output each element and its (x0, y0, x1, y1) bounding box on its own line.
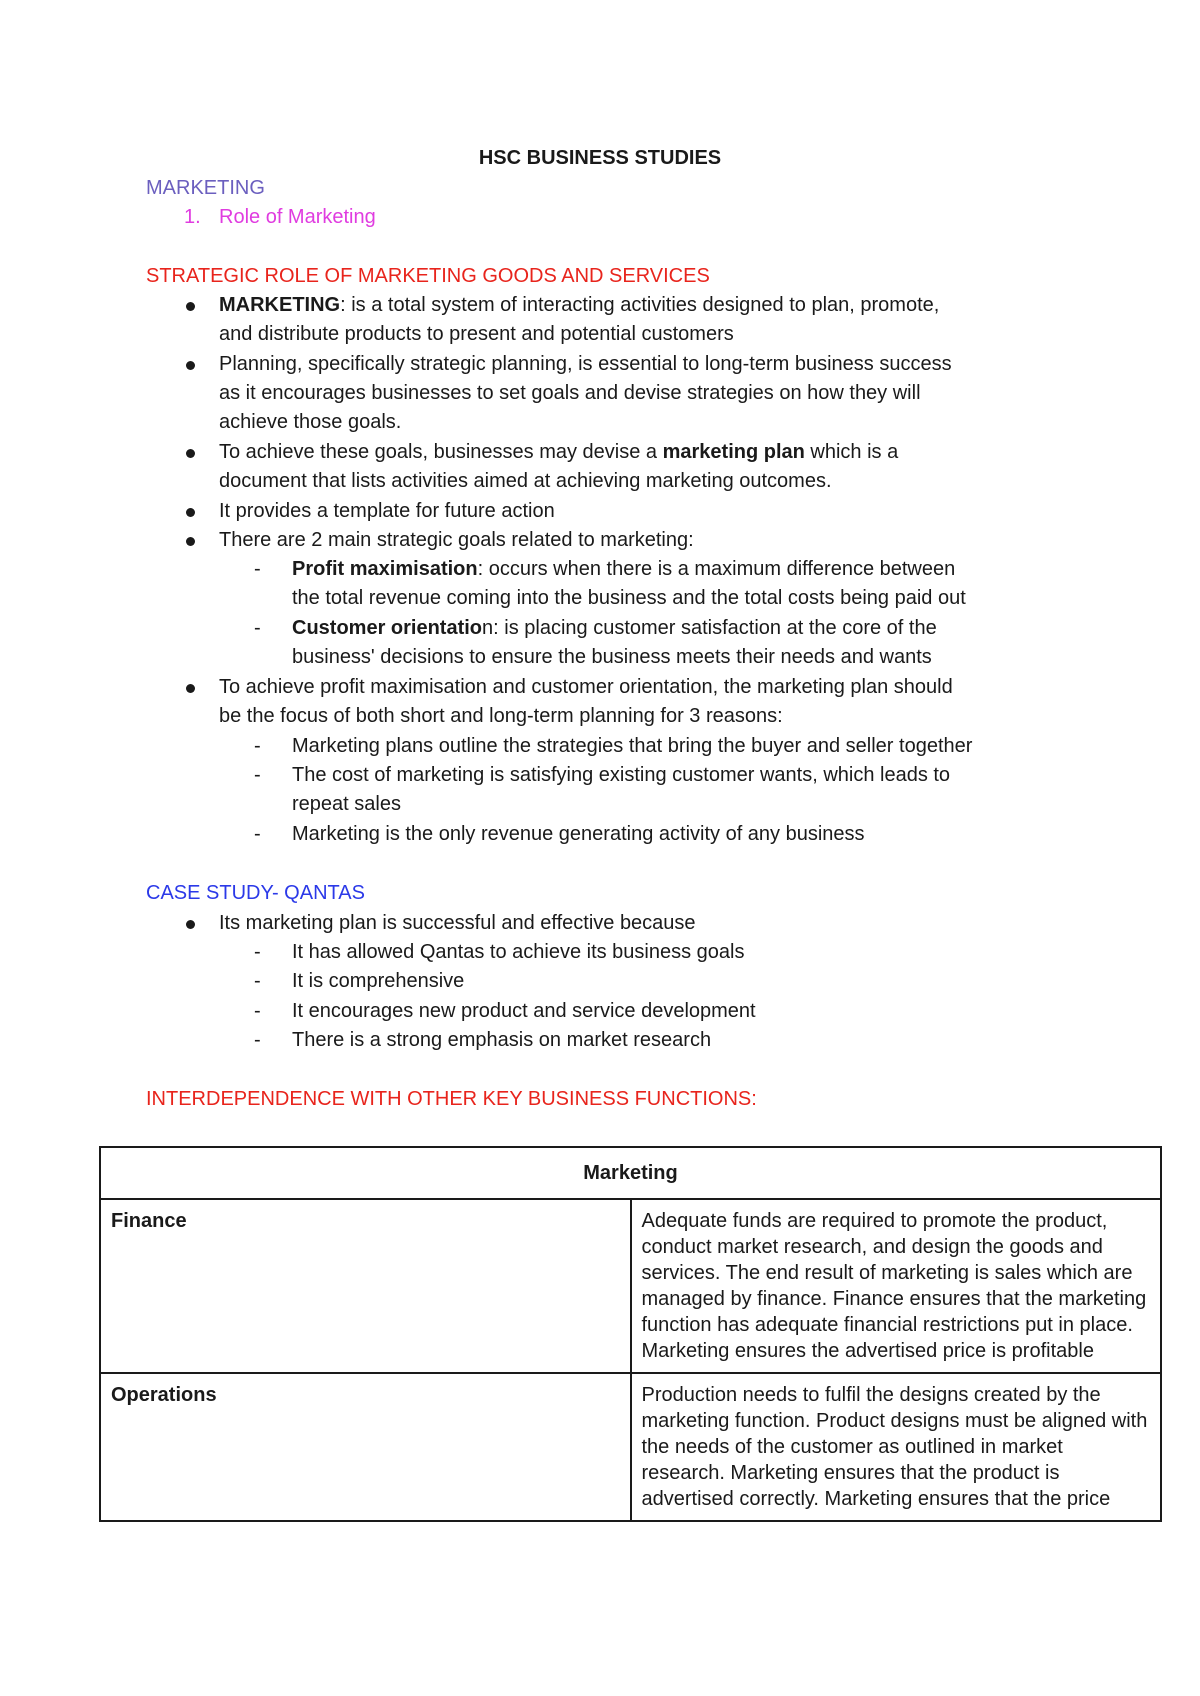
table-header-row (100, 1147, 1161, 1199)
text-line: and distribute products to present and potential customers (219, 323, 734, 345)
text-line: Its marketing plan is successful and effective because (219, 912, 696, 934)
dash-marker: - (254, 941, 261, 963)
dash-profit-maximisation (292, 557, 955, 581)
text-line: The cost of marketing is satisfying existing customer wants, which leads to (292, 764, 951, 786)
interdependence-table (99, 1146, 1162, 1522)
text-line: Planning, specifically strategic planning, is essential to long-term business success (219, 353, 952, 375)
text-line: It has allowed Qantas to achieve its business goals (292, 941, 745, 963)
table-row (100, 1199, 1161, 1373)
dash-marker: - (254, 764, 261, 786)
text-line: Marketing is the only revenue generating activity of any business (292, 823, 865, 845)
bullet-marketing-definition (219, 293, 939, 317)
dash-marker: - (254, 823, 261, 845)
bullet-marketing-plan (219, 440, 898, 464)
subsection-number: 1. (184, 206, 201, 228)
case-study-heading: CASE STUDY- QANTAS (146, 882, 365, 904)
text-line: It encourages new product and service development (292, 1000, 756, 1022)
text-line: There are 2 main strategic goals related to marketing: (219, 529, 694, 551)
text-line: It is comprehensive (292, 970, 465, 992)
dash-marker: - (254, 970, 261, 992)
term-marketing-plan: marketing plan (662, 441, 805, 463)
strategic-role-heading: STRATEGIC ROLE OF MARKETING GOODS AND SERVICES (146, 265, 710, 287)
bullet-icon (186, 508, 195, 517)
text-line: the total revenue coming into the business and the total costs being paid out (292, 587, 966, 609)
text-line: business' decisions to ensure the business meets their needs and wants (292, 646, 932, 668)
table-row (100, 1373, 1161, 1521)
text-span: : occurs when there is a maximum difference between (477, 558, 956, 580)
term-profit-maximisation: Profit maximisation (292, 558, 478, 580)
text-span: which is a (804, 441, 899, 463)
text-span: n: is placing customer satisfaction at the core of the (482, 617, 937, 639)
bullet-icon (186, 449, 195, 458)
text-line: document that lists activities aimed at achieving marketing outcomes. (219, 470, 832, 492)
dash-customer-orientation (292, 616, 937, 640)
bullet-icon (186, 537, 195, 546)
text-line: There is a strong emphasis on market research (292, 1029, 712, 1051)
row-label-operations: Operations (100, 1373, 631, 1521)
text-line: Marketing plans outline the strategies that bring the buyer and seller together (292, 735, 973, 757)
bullet-icon (186, 302, 195, 311)
document-title: HSC BUSINESS STUDIES (478, 147, 722, 169)
dash-marker: - (254, 1000, 261, 1022)
interdependence-heading: INTERDEPENDENCE WITH OTHER KEY BUSINESS FUNCTIONS: (146, 1088, 757, 1110)
table-header-marketing: Marketing (100, 1147, 1161, 1199)
text-line: To achieve profit maximisation and customer orientation, the marketing plan should (219, 676, 953, 698)
text-line: It provides a template for future action (219, 500, 555, 522)
text-line: as it encourages businesses to set goals and devise strategies on how they will (219, 382, 921, 404)
section-heading-marketing: MARKETING (146, 177, 265, 199)
bullet-icon (186, 361, 195, 370)
bullet-icon (186, 684, 195, 693)
dash-marker: - (254, 1029, 261, 1051)
dash-marker: - (254, 617, 261, 639)
text-span: To achieve these goals, businesses may devise a (219, 441, 663, 463)
row-text-finance: Adequate funds are required to promote the product, conduct market research, and design the goods and services. The end result of marketing is sales which are managed by finance. Finance ensures that the marketing function has adequate financial restrictions put in place. Marketing ensures the advertised price is profitable (631, 1199, 1162, 1373)
text-line: achieve those goals. (219, 411, 402, 433)
text-span: : is a total system of interacting activities designed to plan, promote, (340, 294, 940, 316)
term-marketing: MARKETING (219, 294, 341, 316)
text-line: repeat sales (292, 793, 401, 815)
row-label-finance: Finance (100, 1199, 631, 1373)
row-text-operations: Production needs to fulfil the designs created by the marketing function. Product designs must be aligned with the needs of the customer as outlined in market research. Marketing ensures that the product is advertised correctly. Marketing ensures that the price (631, 1373, 1162, 1521)
bullet-icon (186, 920, 195, 929)
subsection-title: Role of Marketing (219, 206, 376, 228)
dash-marker: - (254, 735, 261, 757)
text-line: be the focus of both short and long-term planning for 3 reasons: (219, 705, 783, 727)
term-customer-orientation: Customer orientatio (292, 617, 483, 639)
dash-marker: - (254, 558, 261, 580)
